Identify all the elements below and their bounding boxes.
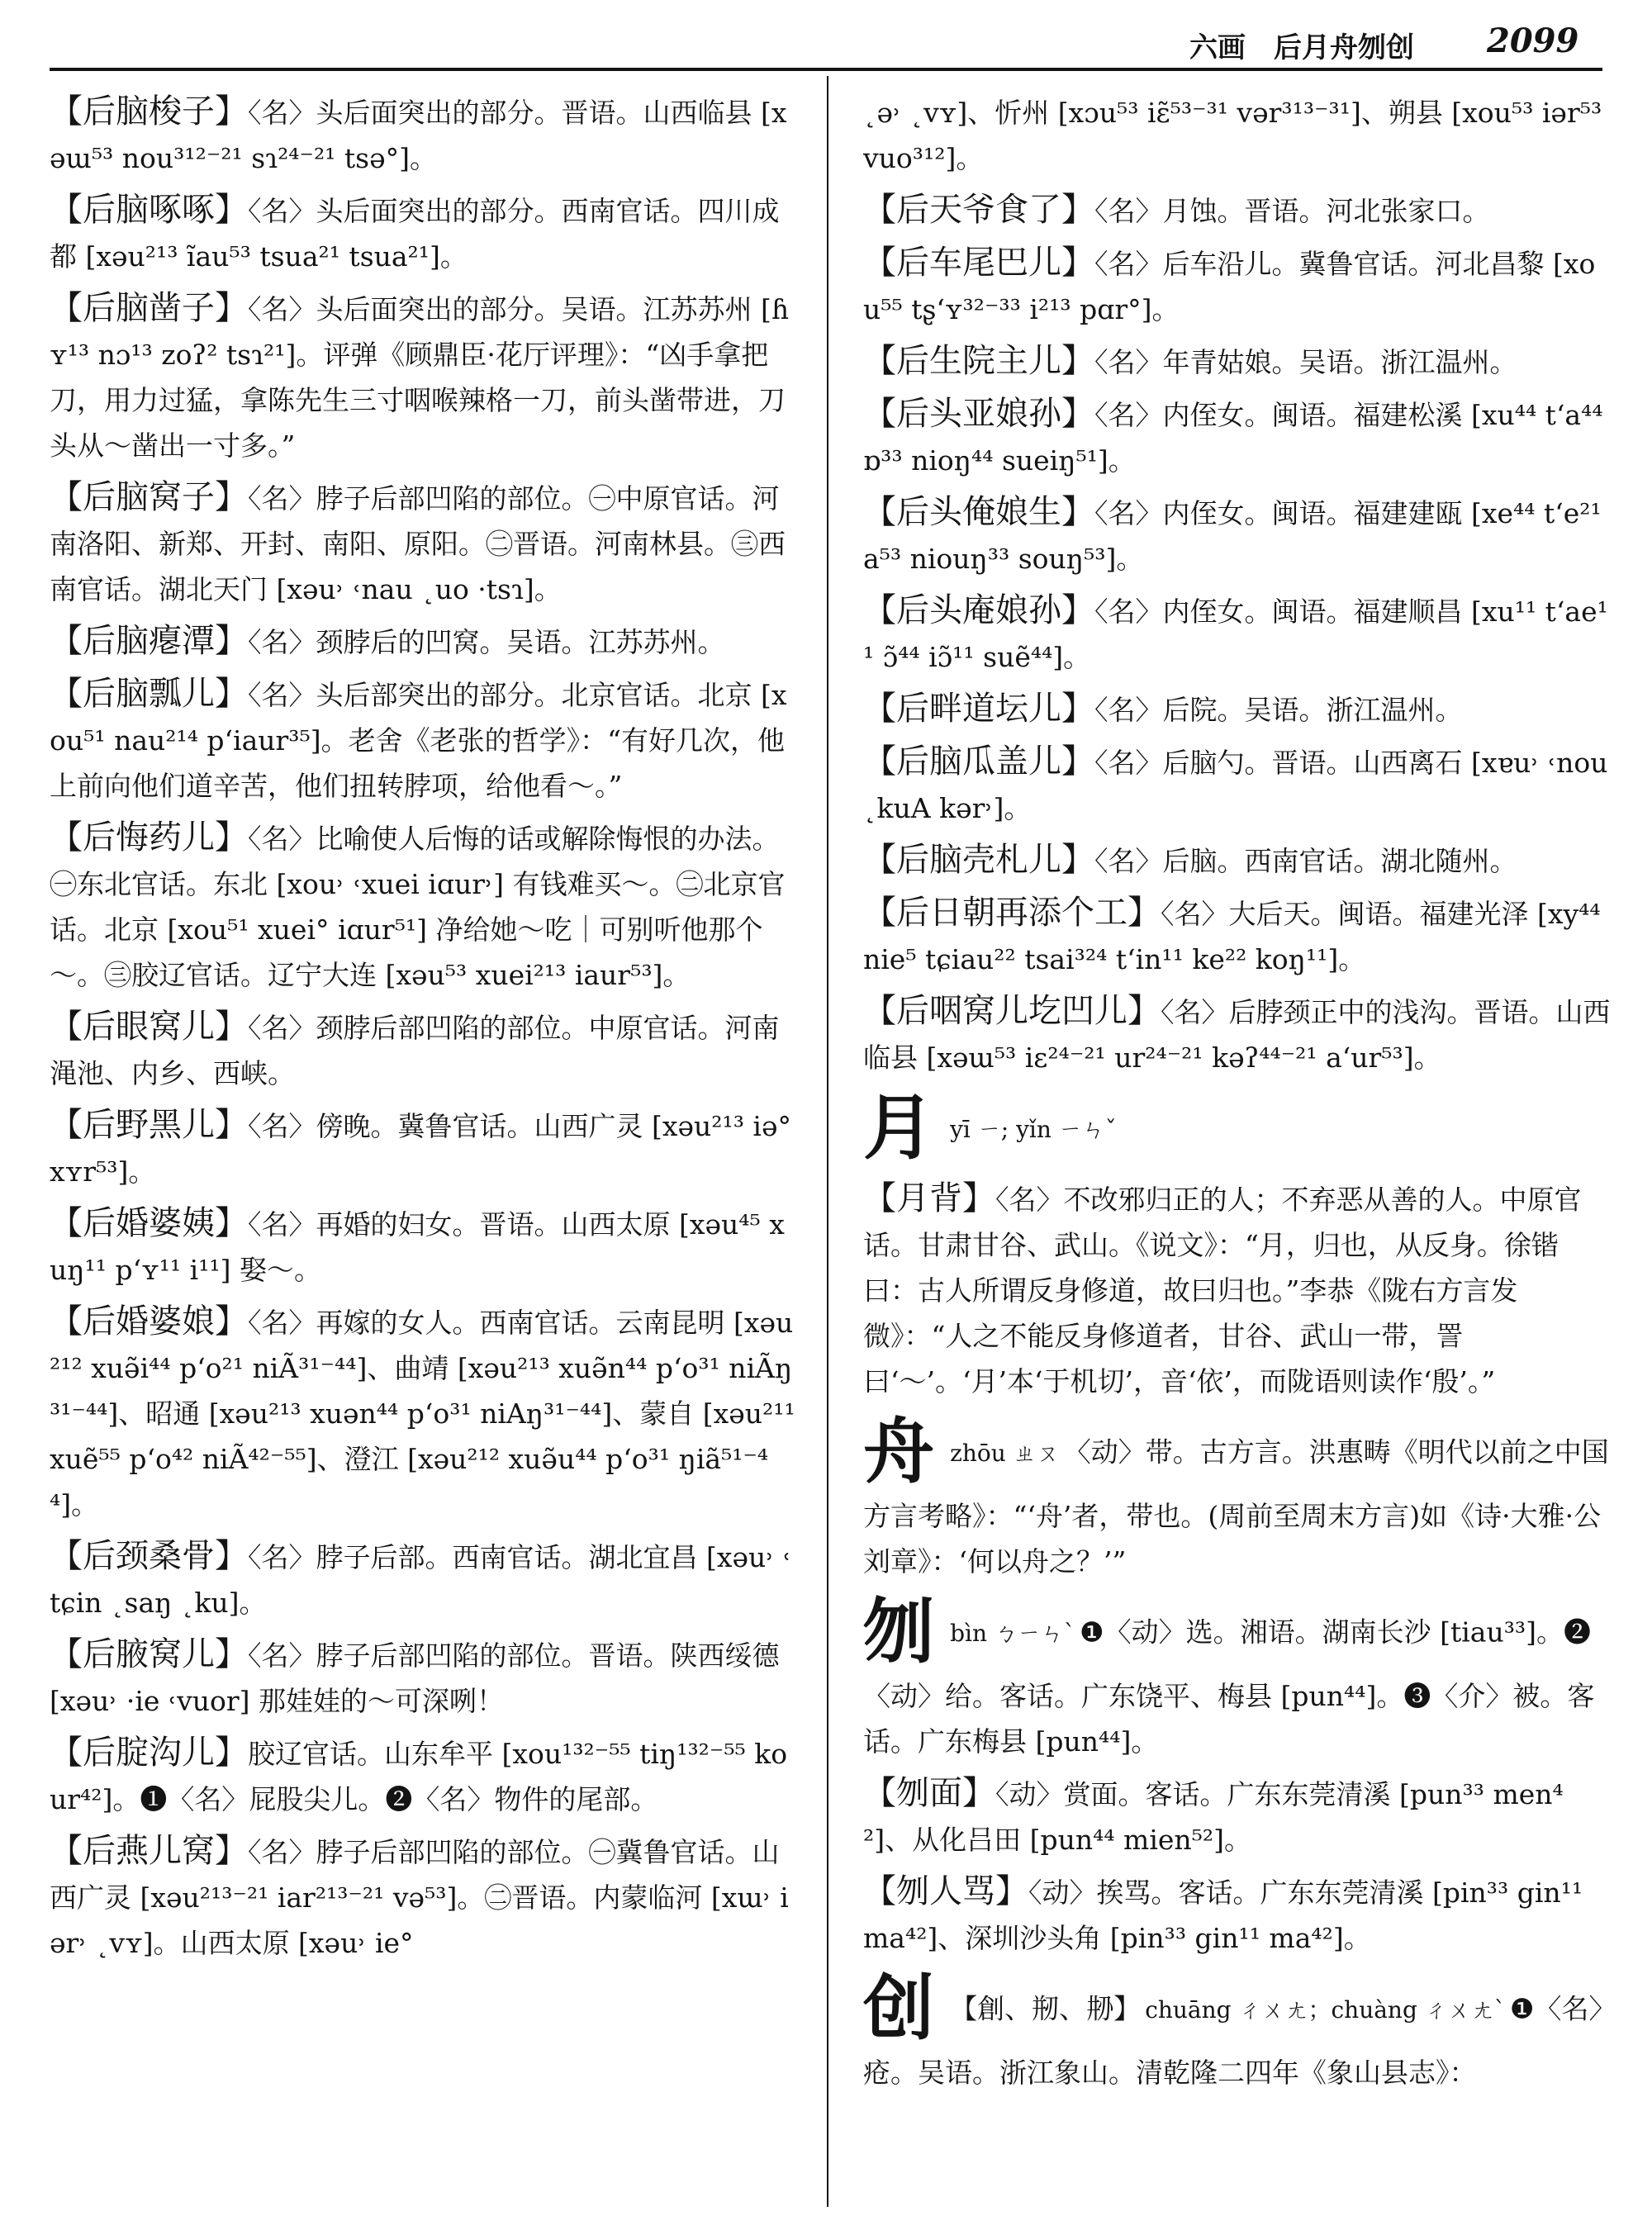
entry-definition: 〈名〉大后天。闽语。福建光泽 [xy⁴⁴ nie⁵ tɕiau²² tsai³²⁴ t‘in¹¹ ke²² koŋ¹¹]。 (863, 898, 1601, 975)
entry-headword: 【后车尾巴儿】 (863, 244, 1094, 282)
head-definition: ❶〈动〉选。湘语。湖南长沙 [tiau³³]。❷〈动〉给。客话。广东饶平、梅县 [pun⁴⁴]。❸〈介〉被。客话。广东梅县 [pun⁴⁴]。 (863, 1616, 1595, 1758)
dictionary-entry (863, 89, 1611, 181)
entry-definition: 〈名〉不改邪归正的人；不弃恶从善的人。中原官话。甘肃甘谷、武山。《说文》：“月，归也，从反身。徐锴曰：古人所谓反身修道，故曰归也。”李恭《陇右方言发微》：“人之不能反身修道者，甘谷、武山一带，詈曰‘～’。‘月’本‘于机切’，音‘依’，而陇语则读作‘殷’。” (863, 1184, 1582, 1397)
dictionary-entry (50, 286, 797, 468)
dictionary-entry (863, 187, 1611, 234)
dictionary-entry (50, 815, 797, 998)
entry-headword: 【后脑壳札儿】 (863, 841, 1094, 879)
char-head-yue (863, 1087, 1611, 1170)
entry-definition: 〈名〉再嫁的女人。西南官话。云南昆明 [xəu²¹² xuə̃i⁴⁴ p‘o²¹ niÃ³¹⁻⁴⁴]、曲靖 [xəu²¹³ xuə̃n⁴⁴ p‘o³¹ niÃŋ³¹⁻⁴⁴]、昭通 [xəu²¹³ xuən⁴⁴ p‘o³¹ niAŋ³¹⁻⁴⁴]、蒙自 [xəu²¹¹ xuẽ⁵⁵ p‘o⁴² niÃ⁴²⁻⁵⁵]、澄江 [xəu²¹² xuə̃u⁴⁴ p‘o³¹ ŋiã⁵¹⁻⁴⁴]。 (50, 1307, 795, 1521)
char-head-bin (863, 1591, 1611, 1764)
entry-headword: 【后头俺娘生】 (863, 493, 1094, 531)
dictionary-entry (50, 671, 797, 809)
entry-definition: 〈名〉头后部突出的部分。北京官话。北京 [xou⁵¹ nau²¹⁴ p‘iaur³⁵]。老舍《老张的哲学》：“有好几次，他上前向他们道辛苦，他们扭转脖项，给他看～。” (50, 679, 787, 802)
entry-definition: 〈名〉颈脖后部凹陷的部位。中原官话。河南渑池、内乡、西峡。 (50, 1012, 780, 1089)
dictionary-entry (863, 1176, 1611, 1404)
entry-definition: 〈名〉颈脖后的凹窝。吴语。江苏苏州。 (248, 626, 725, 658)
entry-definition: 〈名〉后脑勺。晋语。山西离石 [xɐu˒ ˓nou ˛kuA kər˒]。 (863, 747, 1608, 824)
entry-headword: 【后腚沟儿】 (50, 1734, 248, 1772)
entry-definition: 〈名〉内侄女。闽语。福建松溪 [xu⁴⁴ t‘a⁴⁴ ɒ³³ nioŋ⁴⁴ sueiŋ⁵¹]。 (863, 399, 1603, 477)
entry-headword: 【后燕儿窝】 (50, 1832, 248, 1870)
dictionary-entry (863, 989, 1611, 1080)
char-head-chuang (863, 1967, 1611, 2095)
dictionary-entry (863, 739, 1611, 831)
head-char: 刎 (863, 1590, 934, 1673)
dictionary-entry (50, 1829, 797, 1966)
entry-definition: 〈名〉内侄女。闽语。福建顺昌 [xu¹¹ t‘ae¹¹ ɔ̃⁴⁴ iɔ̃¹¹ suẽ⁴⁴]。 (863, 595, 1608, 673)
dictionary-entry (863, 686, 1611, 733)
dictionary-entry (863, 837, 1611, 884)
dictionary-entry (50, 1004, 797, 1096)
entry-headword: 【后脑梭子】 (50, 93, 248, 130)
entry-headword: 【后脑瘪潭】 (50, 622, 248, 660)
head-pinyin: zhōu ㄓㄡ (950, 1440, 1060, 1467)
entry-definition: 〈名〉脖子后部凹陷的部位。㊀中原官话。河南洛阳、新郑、开封、南阳、原阳。㊁晋语。河南林县。㊂西南官话。湖北天门 [xəu˒ ˓nau ˛uo ·tsɿ]。 (50, 482, 786, 605)
entry-definition: 〈名〉头后面突出的部分。吴语。江苏苏州 [ɦʏ¹³ nɔ¹³ zoʔ² tsɿ²¹]。评弹《顾鼎臣·花厅评理》：“凶手拿把刀，用力过猛，拿陈先生三寸咽喉辣格一刀，前头凿带进，刀头从～凿出一寸多。” (50, 293, 790, 462)
dictionary-entry (50, 1730, 797, 1822)
entry-headword: 【刎面】 (863, 1774, 995, 1812)
head-char: 创 (863, 1967, 934, 2050)
entry-headword: 【后脑啄啄】 (50, 191, 248, 229)
head-definition: ❶〈名〉疮。吴语。浙江象山。清乾隆二四年《象山县志》： (863, 1992, 1602, 2089)
dictionary-entry (50, 187, 797, 279)
entry-headword: 【后颈桑骨】 (50, 1537, 248, 1575)
entry-definition: 〈名〉再婚的妇女。晋语。山西太原 [xəu⁴⁵ xuŋ¹¹ p‘ʏ¹¹ i¹¹] 娶～。 (50, 1208, 785, 1286)
head-pinyin: yī ㄧ; yǐn ㄧㄣˇ (950, 1116, 1117, 1143)
entry-headword: 【后眼窝儿】 (50, 1008, 248, 1046)
entries-group-yue (863, 1176, 1611, 1404)
entry-definition: 〈名〉后院。吴语。浙江温州。 (1094, 694, 1463, 726)
dictionary-entry (863, 339, 1611, 385)
entry-definition: 〈名〉傍晚。冀鲁官话。山西广灵 [xəu²¹³ iə° xʏr⁵³]。 (50, 1110, 792, 1188)
dictionary-entry (863, 1869, 1611, 1961)
dictionary-entry (863, 1771, 1611, 1862)
entry-definition: 〈名〉年青姑娘。吴语。浙江温州。 (1094, 346, 1517, 378)
left-column (50, 89, 797, 1972)
entry-definition: 〈名〉后脑。西南官话。湖北随州。 (1094, 845, 1517, 877)
column-divider (827, 76, 828, 2207)
entry-definition: ˛ə˒ ˛vʏ]、忻州 [xɔu⁵³ iɛ̃⁵³⁻³¹ vər³¹³⁻³¹]、朔县 [xou⁵³ iər⁵³ vuo³¹²]。 (863, 97, 1602, 174)
entry-headword: 【后婚婆姨】 (50, 1204, 248, 1242)
dictionary-entry (50, 1299, 797, 1527)
entry-headword: 【后头庵娘孙】 (863, 591, 1094, 629)
entry-headword: 【后脑瓜盖儿】 (863, 743, 1094, 780)
entry-definition: 〈名〉头后面突出的部分。西南官话。四川成都 [xəu²¹³ ĩau⁵³ tsua²¹ tsua²¹]。 (50, 195, 780, 273)
entries-group-bin (863, 1771, 1611, 1961)
dictionary-entry (50, 619, 797, 665)
entry-headword: 【后腋窝儿】 (50, 1635, 248, 1673)
entry-definition: 〈名〉后车沿儿。冀鲁官话。河北昌黎 [xou⁵⁵ tʂ‘ʏ³²⁻³³ i²¹³ pɑr°]。 (863, 248, 1596, 325)
entry-headword: 【月背】 (863, 1179, 995, 1217)
page-number: 2099 (1487, 21, 1579, 60)
page-header (0, 0, 1652, 64)
entry-headword: 【后野黑儿】 (50, 1106, 248, 1144)
entry-headword: 【后悔药儿】 (50, 818, 248, 856)
dictionary-entry (50, 1534, 797, 1625)
dictionary-entry (50, 1632, 797, 1724)
dictionary-entry (50, 1201, 797, 1293)
head-definition: 〈动〉带。古方言。洪惠畴《明代以前之中国方言考略》：“‘舟’者，带也。(周前至周末方言)如《诗·大雅·公刘章》：‘何以舟之？’” (863, 1435, 1609, 1578)
entry-headword: 【后畔道坛儿】 (863, 690, 1094, 728)
entry-headword: 【后天爷食了】 (863, 191, 1094, 229)
entry-definition: 〈名〉脖子后部。西南官话。湖北宜昌 [xəu˒ ˓tɕin ˛saŋ ˛ku]。 (50, 1541, 792, 1619)
dictionary-entry (863, 391, 1611, 483)
entry-headword: 【后生院主儿】 (863, 342, 1094, 380)
head-char: 舟 (863, 1410, 934, 1493)
entry-headword: 【后脑瓢儿】 (50, 675, 248, 713)
entry-definition: 胶辽官话。山东牟平 [xou¹³²⁻⁵⁵ tiŋ¹³²⁻⁵⁵ kour⁴²]。❶〈名〉屁股尖儿。❷〈名〉物件的尾部。 (50, 1738, 788, 1815)
dictionary-entry (50, 475, 797, 612)
entry-definition: 〈动〉挨骂。客话。广东东莞清溪 [pin³³ gin¹¹ ma⁴²]、深圳沙头角 [pin³³ gin¹¹ ma⁴²]。 (863, 1877, 1583, 1954)
entry-definition: 〈动〉赏面。客话。广东东莞清溪 [pun³³ men⁴²]、从化吕田 [pun⁴⁴ mien⁵²]。 (863, 1778, 1564, 1856)
dictionary-entry (863, 588, 1611, 680)
char-head-zhou (863, 1411, 1611, 1584)
header-rule (50, 68, 1602, 71)
entry-headword: 【后婚婆娘】 (50, 1302, 248, 1340)
head-char: 月 (863, 1086, 934, 1170)
entry-headword: 【后头亚娘孙】 (863, 395, 1094, 433)
entry-definition: 〈名〉头后面突出的部分。晋语。山西临县 [xəɯ⁵³ nou³¹²⁻²¹ sɿ²⁴⁻²¹ tsə°]。 (50, 97, 787, 174)
entry-definition: 〈名〉脖子后部凹陷的部位。晋语。陕西绥德 [xəu˒ ·ie ˓vuor] 那娃娃的～可深咧！ (50, 1639, 780, 1717)
entry-definition: 〈名〉月蚀。晋语。河北张家口。 (1094, 195, 1490, 227)
head-variants: 【創、剏、刱】 (950, 1992, 1142, 2025)
entry-definition: 〈名〉后脖颈正中的浅沟。晋语。山西临县 [xəɯ⁵³ iɛ²⁴⁻²¹ ur²⁴⁻²¹ kəʔ⁴⁴⁻²¹ a‘ur⁵³]。 (863, 996, 1611, 1074)
dictionary-entry (863, 240, 1611, 332)
dictionary-entry (863, 890, 1611, 982)
dictionary-entry (50, 89, 797, 181)
entry-headword: 【后脑窝子】 (50, 478, 248, 516)
entries-group-hou (863, 89, 1611, 1080)
entry-headword: 【后脑凿子】 (50, 289, 248, 327)
running-head: 六画 后月舟刎创 (1189, 31, 1414, 64)
entry-headword: 【后日朝再添个工】 (863, 894, 1161, 932)
right-column (863, 89, 1611, 2102)
head-pinyin: chuāng ㄔㄨㄤ；chuàng ㄔㄨㄤˋ (1145, 1996, 1506, 2024)
entry-headword: 【刎人骂】 (863, 1872, 1028, 1910)
head-pinyin: bìn ㄅㄧㄣˋ (950, 1620, 1075, 1647)
entry-definition: 〈名〉内侄女。闽语。福建建瓯 [xe⁴⁴ t‘e²¹ a⁵³ niouŋ³³ souŋ⁵³]。 (863, 497, 1602, 575)
dictionary-entry (50, 1103, 797, 1194)
dictionary-entry (863, 490, 1611, 581)
entry-headword: 【后咽窝儿圪凹儿】 (863, 992, 1161, 1030)
entry-definition: 〈名〉脖子后部凹陷的部位。㊀冀鲁官话。山西广灵 [xəu²¹³⁻²¹ iar²¹³⁻²¹ və⁵³]。㊁晋语。内蒙临河 [xɯ˒ iər˒ ˛vʏ]。山西太原 [xəu˒ ie° (50, 1836, 789, 1959)
entry-definition: 〈名〉比喻使人后悔的话或解除悔恨的办法。㊀东北官话。东北 [xou˒ ˓xuei iɑur˒] 有钱难买～。㊁北京官话。北京 [xou⁵¹ xuei° iɑur⁵¹] 净给她～吃｜可别听他那个～。㊂胶辽官话。辽宁大连 [xəu⁵³ xuei²¹³ iaur⁵³]。 (50, 823, 786, 991)
